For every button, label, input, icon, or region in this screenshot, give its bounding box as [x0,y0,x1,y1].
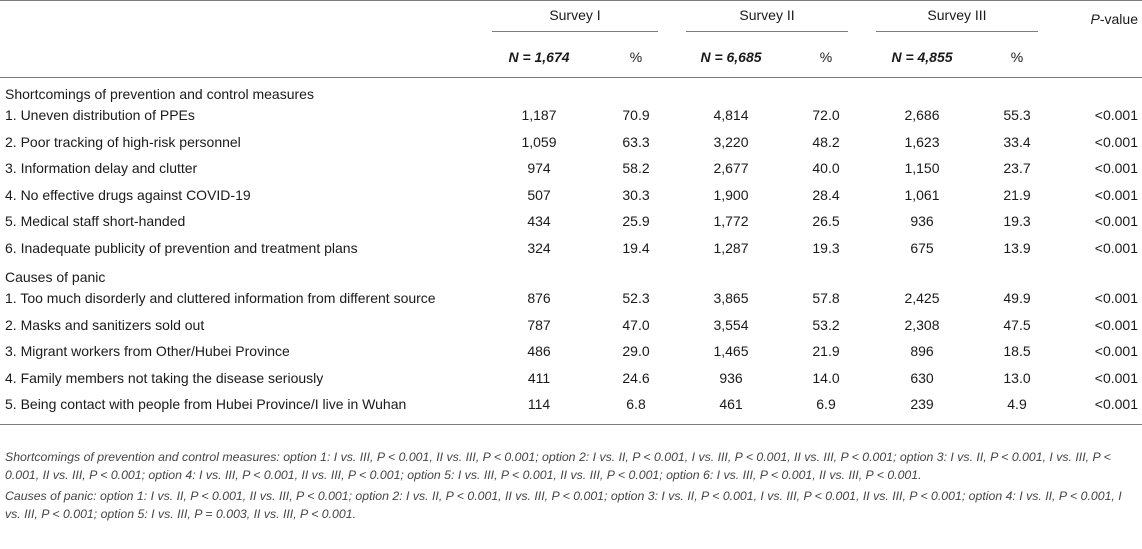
cell-p2: 14.0 [812,369,840,386]
footnote-shortcomings: Shortcomings of prevention and control measures: option 1: I vs. III, P < 0.001, II vs. III, P < 0.001; option 2: I vs. II, P < 0.001, I vs. III, P < 0.001, II vs. III, P < 0.001; option 3: I vs. II, P < 0.001, I vs. III, P < 0.001, II vs. III, P < 0.001; option 4: I vs. III, P < 0.001, II vs. III, P < 0.001; option 5: I vs. III, P < 0.001, II vs. III, P < 0.001; option 6: I vs. III, P < 0.001, II vs. III, P < 0.001. [5,450,1111,482]
cell-n1: 486 [527,343,551,360]
row-label: 4. Family members not taking the disease seriously [5,369,324,386]
survey-2-n: N = 6,685 [672,37,790,78]
cell-n3: 2,308 [904,316,940,333]
cell-n3: 1,150 [904,160,940,177]
cell-p2: 48.2 [812,133,840,150]
cell-n2: 461 [719,396,743,413]
cell-p3: 55.3 [1003,107,1031,124]
cell-p2: 28.4 [812,186,840,203]
cell-n3: 2,686 [904,107,940,124]
cell-p2: 72.0 [812,107,840,124]
cell-pvalue: <0.001 [1094,133,1138,150]
cell-pvalue: <0.001 [1094,107,1138,124]
cell-pvalue: <0.001 [1094,160,1138,177]
table-row [0,391,1142,418]
table-header [0,1,1142,78]
cell-p2: 53.2 [812,316,840,333]
cell-n1: 1,059 [521,133,557,150]
cell-p1: 30.3 [622,186,650,203]
cell-p1: 63.3 [622,133,650,150]
cell-pvalue: <0.001 [1094,186,1138,203]
survey-1-n: N = 1,674 [478,37,600,78]
table-footnotes [5,448,1139,523]
cell-n3: 2,425 [904,290,940,307]
table-row [0,129,1142,156]
cell-p1: 29.0 [622,343,650,360]
cell-pvalue: <0.001 [1094,316,1138,333]
cell-p2: 40.0 [812,160,840,177]
cell-n3: 675 [910,239,934,256]
row-label: 5. Medical staff short-handed [5,213,186,230]
row-label: 1. Uneven distribution of PPEs [5,107,195,124]
cell-n1: 787 [527,316,551,333]
survey-2-header: Survey II [672,1,862,37]
table-row [0,285,1142,312]
table-row [0,312,1142,339]
cell-n2: 936 [719,369,743,386]
cell-n1: 324 [527,239,551,256]
cell-pvalue: <0.001 [1094,396,1138,413]
cell-p2: 6.9 [816,396,836,413]
table-body [0,78,1142,425]
survey-1-pct: % [600,37,672,78]
cell-n3: 1,623 [904,133,940,150]
cell-n2: 1,772 [713,213,749,230]
cell-p1: 24.6 [622,369,650,386]
cell-p1: 6.8 [626,396,646,413]
table-row [0,155,1142,182]
cell-n2: 1,900 [713,186,749,203]
cell-p3: 18.5 [1003,343,1031,360]
cell-n3: 936 [910,213,934,230]
survey-3-header: Survey III [862,1,1052,37]
section-title: Causes of panic [5,269,106,285]
cell-n1: 507 [527,186,551,203]
table-row [0,182,1142,209]
cell-p3: 19.3 [1003,213,1031,230]
cell-p3: 13.0 [1003,369,1031,386]
table-row [0,338,1142,365]
row-label: 4. No effective drugs against COVID-19 [5,186,251,203]
cell-p1: 70.9 [622,107,650,124]
cell-n1: 974 [527,160,551,177]
cell-p3: 49.9 [1003,290,1031,307]
cell-n2: 4,814 [713,107,749,124]
cell-p1: 19.4 [622,239,650,256]
cell-p3: 21.9 [1003,186,1031,203]
p-value-header: P-value [1090,11,1138,27]
row-label: 3. Information delay and clutter [5,160,198,177]
cell-n2: 3,865 [713,290,749,307]
cell-n3: 239 [910,396,934,413]
cell-n3: 630 [910,369,934,386]
table-row [0,235,1142,262]
row-label: 5. Being contact with people from Hubei Province/I live in Wuhan [5,396,407,413]
cell-p3: 33.4 [1003,133,1031,150]
cell-p3: 13.9 [1003,239,1031,256]
cell-p3: 47.5 [1003,316,1031,333]
cell-n3: 1,061 [904,186,940,203]
cell-p2: 26.5 [812,213,840,230]
cell-p3: 4.9 [1007,396,1027,413]
cell-p2: 19.3 [812,239,840,256]
cell-n2: 1,287 [713,239,749,256]
row-label: 6. Inadequate publicity of prevention and treatment plans [5,239,358,256]
table-row [0,102,1142,129]
cell-n2: 1,465 [713,343,749,360]
row-label: 1. Too much disorderly and cluttered information from different source [5,290,436,307]
cell-n3: 896 [910,343,934,360]
table-row [0,208,1142,235]
row-label: 3. Migrant workers from Other/Hubei Province [5,343,290,360]
cell-pvalue: <0.001 [1094,290,1138,307]
survey-3-n: N = 4,855 [862,37,982,78]
cell-p1: 58.2 [622,160,650,177]
cell-n1: 434 [527,213,551,230]
cell-p1: 25.9 [622,213,650,230]
section-title: Shortcomings of prevention and control measures [5,86,314,102]
cell-n1: 1,187 [521,107,557,124]
cell-n2: 3,220 [713,133,749,150]
cell-p2: 57.8 [812,290,840,307]
cell-n1: 411 [527,369,551,386]
cell-pvalue: <0.001 [1094,213,1138,230]
cell-n1: 114 [527,396,551,413]
table-row [0,365,1142,392]
cell-pvalue: <0.001 [1094,239,1138,256]
cell-p1: 52.3 [622,290,650,307]
row-label: 2. Masks and sanitizers sold out [5,316,205,333]
row-label: 2. Poor tracking of high-risk personnel [5,133,241,150]
cell-p2: 21.9 [812,343,840,360]
survey-1-header: Survey I [478,1,672,37]
cell-pvalue: <0.001 [1094,369,1138,386]
cell-p1: 47.0 [622,316,650,333]
survey-3-pct: % [982,37,1052,78]
survey-2-pct: % [790,37,862,78]
cell-n2: 3,554 [713,316,749,333]
cell-p3: 23.7 [1003,160,1031,177]
cell-pvalue: <0.001 [1094,343,1138,360]
cell-n1: 876 [527,290,551,307]
cell-n2: 2,677 [713,160,749,177]
footnote-causes-of-panic: Causes of panic: option 1: I vs. II, P < 0.001, II vs. III, P < 0.001; option 2: I vs. II, P < 0.001, II vs. III, P < 0.001; option 3: I vs. II, P < 0.001, I vs. III, P < 0.001, II vs. III, P < 0.001; option 4: I vs. II, P < 0.001, I vs. III, P < 0.001; option 5: I vs. III, P = 0.003, II vs. III, P < 0.001. [5,489,1122,521]
